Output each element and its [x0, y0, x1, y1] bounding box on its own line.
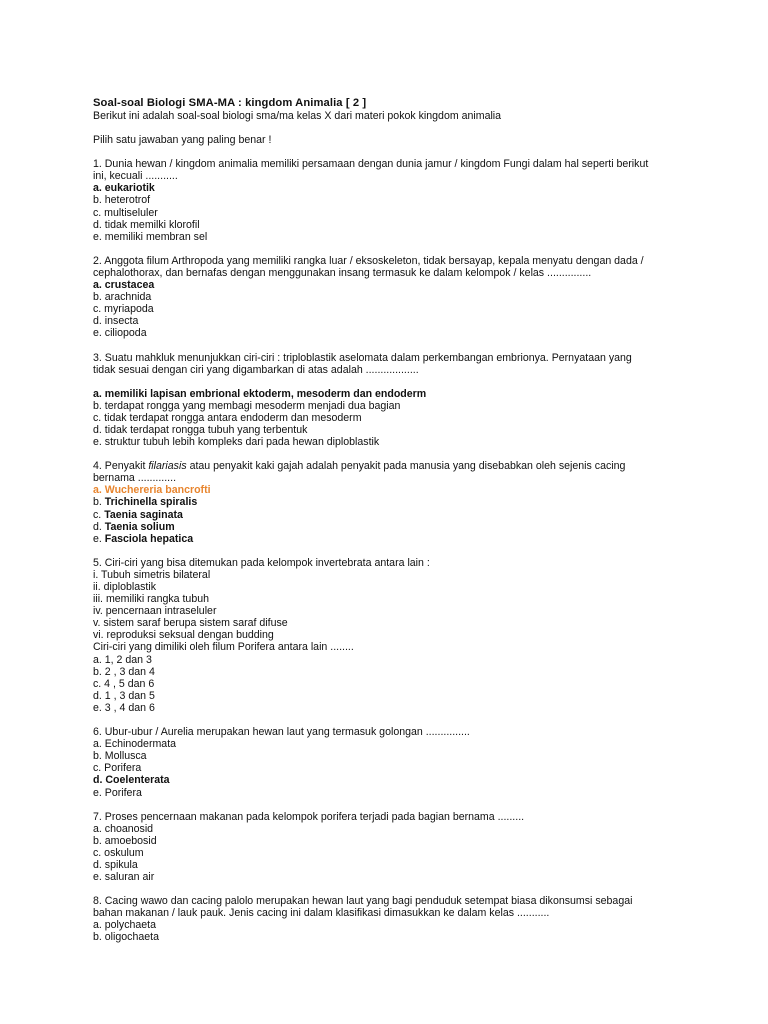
disease-name: filariasis	[148, 460, 187, 473]
option-a-answer: a. memiliki lapisan embrional ektoderm, mesoderm dan endoderm	[93, 387, 427, 400]
question-text: tidak sesuai dengan ciri yang digambarkan di atas adalah ..................	[93, 363, 419, 376]
option-letter: a.	[93, 484, 105, 497]
option-a-answer: a. eukariotik	[93, 182, 155, 195]
option-a-answer	[93, 484, 693, 496]
option-d-answer: d. Coelenterata	[93, 774, 170, 787]
option-b: b. heterotrof	[93, 194, 151, 207]
option-letter: d.	[93, 520, 105, 533]
instruction: Pilih satu jawaban yang paling benar !	[93, 134, 272, 147]
trait-item: i. Tubuh simetris bilateral	[93, 568, 211, 581]
question-text: 6. Ubur-ubur / Aurelia merupakan hewan laut yang termasuk golongan ...............	[93, 726, 470, 739]
question-text: cephalothorax, dan bernafas dengan menggunakan insang termasuk ke dalam kelompok / kelas ...............	[93, 266, 592, 279]
trait-item: iii. memiliki rangka tubuh	[93, 593, 209, 606]
question-text: ini, kecuali ...........	[93, 170, 178, 183]
option-b: b. Mollusca	[93, 750, 147, 763]
option-e: e. saluran air	[93, 871, 155, 884]
question-3	[93, 352, 693, 449]
option-a: a. choanosid	[93, 822, 154, 835]
option-e: e. struktur tubuh lebih kompleks dari pada hewan diploblastik	[93, 436, 380, 449]
option-d: d. tidak terdapat rongga tubuh yang terbentuk	[93, 423, 308, 436]
question-prefix: 4. Penyakit	[93, 460, 149, 473]
option-e: e. Porifera	[93, 786, 142, 799]
option-e	[93, 533, 693, 545]
option-e: e. ciliopoda	[93, 327, 147, 340]
question-4	[93, 460, 693, 545]
question-text: 2. Anggota filum Arthropoda yang memiliki rangka luar / eksoskeleton, tidak bersayap, kepala menyatu dengan dada /	[93, 254, 644, 267]
trait-item: v. sistem saraf berupa sistem saraf difuse	[93, 617, 288, 630]
species-name: Trichinella spiralis	[104, 496, 198, 509]
option-c: c. myriapoda	[93, 303, 154, 316]
option-c: c. multiseluler	[93, 206, 158, 219]
question-8	[93, 895, 693, 943]
option-d	[93, 521, 693, 533]
option-d: d. tidak memilki klorofil	[93, 218, 200, 231]
question-text: 5. Ciri-ciri yang bisa ditemukan pada kelompok invertebrata antara lain :	[93, 556, 430, 569]
option-a: a. Echinodermata	[93, 738, 177, 751]
page-title: Soal-soal Biologi SMA-MA : kingdom Animalia [ 2 ]	[93, 97, 367, 109]
option-d: d. 1 , 3 dan 5	[93, 689, 155, 702]
option-d: d. insecta	[93, 315, 139, 328]
option-c: c. 4 , 5 dan 6	[93, 677, 155, 690]
question-text: bahan makanan / lauk pauk. Jenis cacing ini dalam klasifikasi dimasukkan ke dalam kelas ...........	[93, 907, 550, 920]
question-1	[93, 158, 693, 243]
question-6	[93, 726, 693, 799]
question-text: 7. Proses pencernaan makanan pada kelompok porifera terjadi pada bagian bernama .........	[93, 810, 525, 823]
option-b: b. amoebosid	[93, 834, 157, 847]
option-b: b. terdapat rongga yang membagi mesoderm menjadi dua bagian	[93, 399, 401, 412]
trait-item: iv. pencernaan intraseluler	[93, 605, 217, 618]
option-c: c. tidak terdapat rongga antara endoderm dan mesoderm	[93, 411, 362, 424]
trait-item: ii. diploblastik	[93, 581, 157, 593]
option-letter: b.	[93, 496, 105, 509]
question-2	[93, 255, 693, 340]
option-letter: c.	[93, 508, 105, 521]
question-text: bernama .............	[93, 472, 177, 485]
question-5	[93, 557, 693, 714]
species-name: Taenia saginata	[104, 508, 183, 521]
option-e: e. 3 , 4 dan 6	[93, 701, 155, 714]
option-a: a. polychaeta	[93, 919, 157, 932]
species-name: Taenia solium	[104, 520, 175, 533]
option-a: a. 1, 2 dan 3	[93, 653, 152, 666]
option-b: b. arachnida	[93, 291, 152, 304]
option-c	[93, 509, 693, 521]
question-text: 3. Suatu mahkluk menunjukkan ciri-ciri : triploblastik aselomata dalam perkembangan embrionya. Pernyataan yang	[93, 351, 632, 364]
species-name: Fasciola hepatica	[104, 532, 194, 545]
document-page	[93, 97, 693, 944]
question-text: 8. Cacing wawo dan cacing palolo merupakan hewan laut yang bagi penduduk setempat biasa dikonsumsi sebagai	[93, 895, 633, 908]
question-text: Ciri-ciri yang dimiliki oleh filum Porifera antara lain ........	[93, 641, 354, 654]
option-a-answer: a. crustacea	[93, 279, 155, 292]
option-b: b. oligochaeta	[93, 931, 159, 944]
trait-item: vi. reproduksi seksual dengan budding	[93, 629, 274, 642]
subtitle: Berikut ini adalah soal-soal biologi sma/ma kelas X dari materi pokok kingdom animalia	[93, 110, 502, 122]
species-name: Wuchereria bancrofti	[104, 484, 211, 497]
option-c: c. Porifera	[93, 762, 142, 775]
option-b: b. 2 , 3 dan 4	[93, 665, 155, 678]
option-d: d. spikula	[93, 858, 138, 871]
question-suffix: atau penyakit kaki gajah adalah penyakit pada manusia yang disebabkan oleh sejenis cacing	[186, 460, 626, 473]
question-text	[93, 460, 693, 472]
option-c: c. oskulum	[93, 846, 144, 859]
question-7	[93, 811, 693, 884]
option-letter: e.	[93, 532, 105, 545]
question-text: 1. Dunia hewan / kingdom animalia memiliki persamaan dengan dunia jamur / kingdom Fungi dalam hal seperti berikut	[93, 158, 649, 171]
option-e: e. memiliki membran sel	[93, 230, 208, 243]
option-b	[93, 496, 693, 508]
